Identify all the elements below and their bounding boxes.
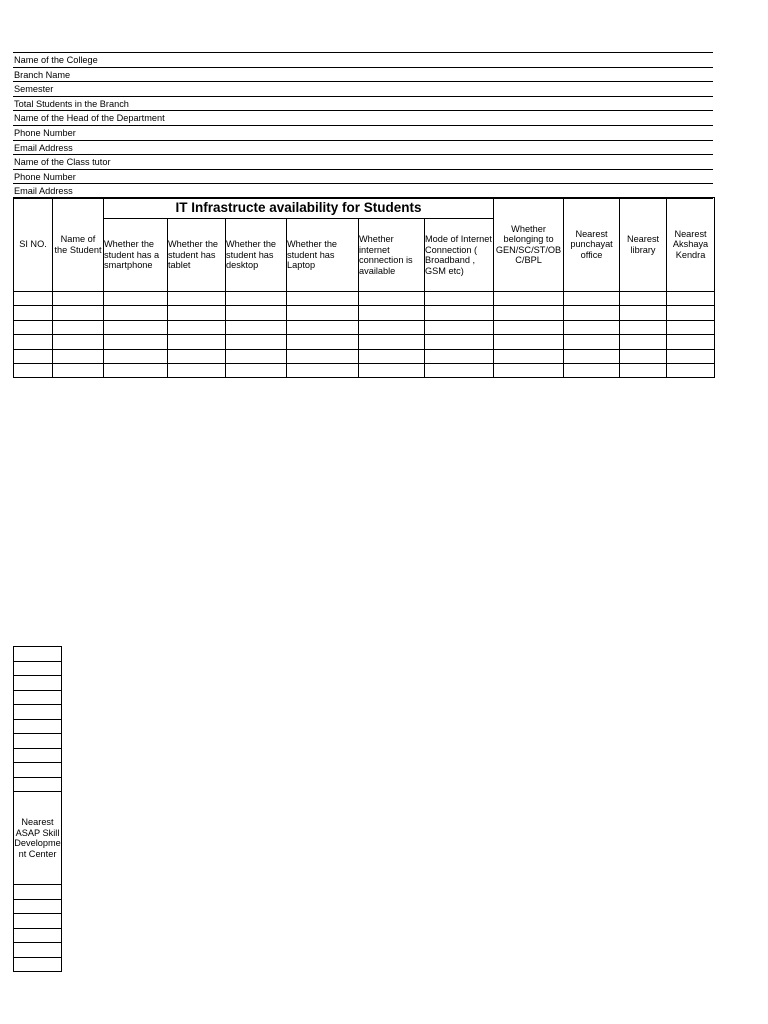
table-cell [53, 335, 104, 349]
table-cell [359, 292, 425, 306]
table-cell [620, 363, 667, 377]
table-cell [168, 292, 226, 306]
table-cell [494, 292, 564, 306]
table-row [14, 647, 62, 662]
table-cell [14, 676, 62, 691]
table-cell [564, 320, 620, 334]
table-cell [104, 335, 168, 349]
table-cell [620, 320, 667, 334]
table-cell [226, 363, 287, 377]
table-cell [14, 957, 62, 972]
table-cell [494, 363, 564, 377]
table-cell [53, 320, 104, 334]
header-connection-mode: Mode of Internet Connection ( Broadband , GSM etc) [425, 219, 494, 292]
table-cell [168, 363, 226, 377]
table-cell [564, 335, 620, 349]
table-row [14, 928, 62, 943]
side-header-row [14, 792, 62, 885]
table-cell [226, 320, 287, 334]
table-cell [14, 690, 62, 705]
table-cell [14, 306, 53, 320]
table-title: IT Infrastructe availability for Students [104, 198, 494, 219]
info-field-hod-email: Email Address [13, 141, 713, 156]
header-panchayat: Nearest punchayat office [564, 198, 620, 292]
header-student-name: Name of the Student [53, 198, 104, 292]
table-cell [494, 335, 564, 349]
table-cell [287, 335, 359, 349]
table-cell [564, 363, 620, 377]
table-cell [104, 292, 168, 306]
table-cell [14, 705, 62, 720]
info-field-total-students: Total Students in the Branch [13, 97, 713, 112]
table-cell [425, 349, 494, 363]
table-cell [53, 363, 104, 377]
table-cell [425, 320, 494, 334]
table-cell [359, 363, 425, 377]
table-cell [14, 899, 62, 914]
table-cell [168, 349, 226, 363]
info-field-hod-phone: Phone Number [13, 126, 713, 141]
table-row [14, 292, 715, 306]
table-cell [14, 734, 62, 749]
table-cell [494, 349, 564, 363]
table-cell [620, 349, 667, 363]
table-cell [14, 320, 53, 334]
header-desktop: Whether the student has desktop [226, 219, 287, 292]
table-cell [620, 292, 667, 306]
header-library: Nearest library [620, 198, 667, 292]
table-cell [425, 306, 494, 320]
table-row [14, 734, 62, 749]
table-row [14, 777, 62, 792]
table-cell [359, 335, 425, 349]
table-row [14, 363, 715, 377]
table-cell [14, 914, 62, 929]
table-cell [14, 928, 62, 943]
table-cell [53, 306, 104, 320]
table-row [14, 705, 62, 720]
table-cell [14, 885, 62, 900]
table-cell [104, 349, 168, 363]
table-cell [14, 777, 62, 792]
table-cell [620, 306, 667, 320]
table-cell [168, 320, 226, 334]
table-row [14, 349, 715, 363]
table-row [14, 306, 715, 320]
table-cell [494, 320, 564, 334]
table-cell [287, 306, 359, 320]
header-category: Whether belonging to GEN/SC/ST/OBC/BPL [494, 198, 564, 292]
table-cell [226, 349, 287, 363]
table-cell [287, 320, 359, 334]
table-cell [287, 349, 359, 363]
header-tablet: Whether the student has tablet [168, 219, 226, 292]
table-row [14, 690, 62, 705]
table-row [14, 335, 715, 349]
table-row [14, 943, 62, 958]
info-field-hod-name: Name of the Head of the Department [13, 111, 713, 126]
table-row [14, 320, 715, 334]
table-cell [564, 292, 620, 306]
table-row [14, 957, 62, 972]
college-info-section [13, 52, 713, 199]
header-laptop: Whether the student has Laptop [287, 219, 359, 292]
table-cell [104, 363, 168, 377]
table-cell [14, 292, 53, 306]
table-cell [667, 335, 715, 349]
header-sl-no: SI NO. [14, 198, 53, 292]
table-cell [104, 306, 168, 320]
table-row [14, 763, 62, 778]
table-cell [667, 320, 715, 334]
table-row [14, 719, 62, 734]
table-cell [226, 335, 287, 349]
table-row [14, 676, 62, 691]
table-cell [53, 292, 104, 306]
table-cell [425, 363, 494, 377]
table-cell [14, 719, 62, 734]
table-cell [667, 363, 715, 377]
table-cell [359, 306, 425, 320]
table-cell [620, 335, 667, 349]
table-cell [287, 292, 359, 306]
table-cell [14, 349, 53, 363]
table-cell [14, 661, 62, 676]
table-row [14, 885, 62, 900]
header-smartphone: Whether the student has a smartphone [104, 219, 168, 292]
table-cell [564, 349, 620, 363]
table-cell [667, 349, 715, 363]
table-cell [359, 320, 425, 334]
table-cell [53, 349, 104, 363]
table-cell [14, 943, 62, 958]
table-cell [667, 292, 715, 306]
header-internet: Whether internet connection is available [359, 219, 425, 292]
table-cell [104, 320, 168, 334]
table-row [14, 914, 62, 929]
table-cell [425, 335, 494, 349]
table-cell [168, 335, 226, 349]
table-cell [226, 292, 287, 306]
info-field-tutor-name: Name of the Class tutor [13, 155, 713, 170]
info-field-college: Name of the College [13, 53, 713, 68]
info-field-branch: Branch Name [13, 68, 713, 83]
table-cell [287, 363, 359, 377]
it-infrastructure-table [13, 197, 715, 378]
table-cell [14, 763, 62, 778]
table-cell [14, 335, 53, 349]
table-cell [14, 748, 62, 763]
table-row [14, 899, 62, 914]
table-cell [359, 349, 425, 363]
table-cell [14, 647, 62, 662]
table-cell [226, 306, 287, 320]
table-cell [564, 306, 620, 320]
table-cell [425, 292, 494, 306]
table-cell [667, 306, 715, 320]
header-asap-skill-center: Nearest ASAP Skill Development Center [14, 792, 62, 885]
table-cell [168, 306, 226, 320]
table-cell [494, 306, 564, 320]
info-field-tutor-phone: Phone Number [13, 170, 713, 185]
info-field-tutor-email: Email Address [13, 184, 713, 199]
table-row [14, 661, 62, 676]
asap-skill-center-table [13, 646, 62, 972]
table-cell [14, 363, 53, 377]
table-row [14, 748, 62, 763]
header-akshaya: Nearest Akshaya Kendra [667, 198, 715, 292]
info-field-semester: Semester [13, 82, 713, 97]
